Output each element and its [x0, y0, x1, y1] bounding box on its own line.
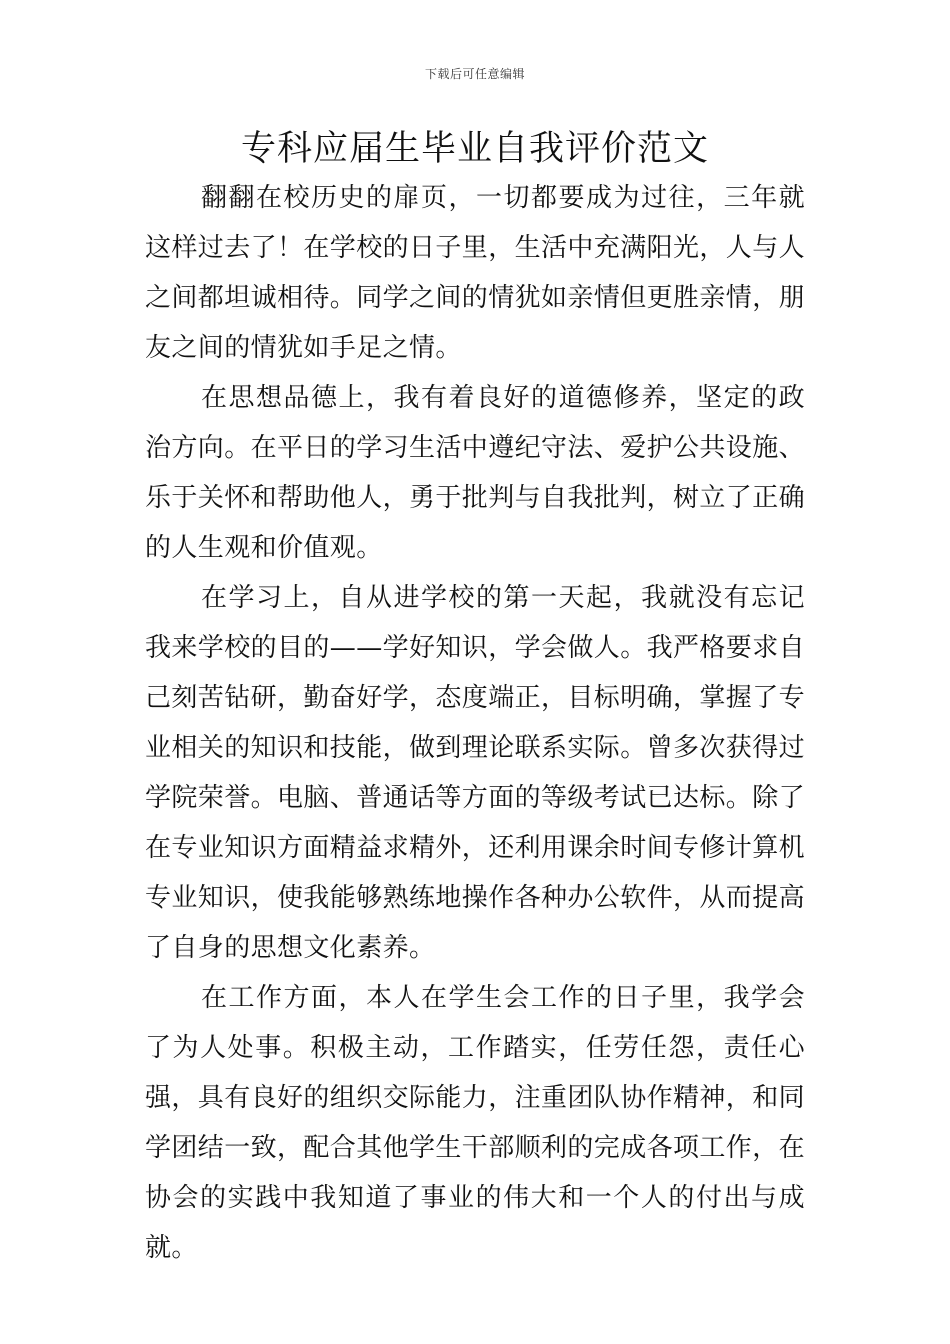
paragraph-4: 在工作方面，本人在学生会工作的日子里，我学会了为人处事。积极主动，工作踏实，任劳任怨，责任心强，具有良好的组织交际能力，注重团队协作精神，和同学团结一致，配合其他学生干部顺利的完成各项工作，在协会的实践中我知道了事业的伟大和一个人的付出与成就。: [145, 983, 806, 1263]
paragraph-1: 翻翻在校历史的扉页，一切都要成为过往，三年就这样过去了！在学校的日子里，生活中充满阳光，人与人之间都坦诚相待。同学之间的情犹如亲情但更胜亲情，朋友之间的情犹如手足之情。: [145, 183, 806, 363]
paragraph-2: 在思想品德上，我有着良好的道德修养，坚定的政治方向。在平日的学习生活中遵纪守法、爱护公共设施、乐于关怀和帮助他人，勇于批判与自我批判，树立了正确的人生观和价值观。: [145, 383, 806, 563]
header-note: 下载后可任意编辑: [424, 67, 525, 81]
document-title: 专科应届生毕业自我评价范文: [240, 129, 709, 169]
document-body: [145, 173, 805, 1273]
paragraph-3: 在学习上，自从进学校的第一天起，我就没有忘记我来学校的目的——学好知识，学会做人。我严格要求自己刻苦钻研，勤奋好学，态度端正，目标明确，掌握了专业相关的知识和技能，做到理论联系实际。曾多次获得过学院荣誉。电脑、普通话等方面的等级考试已达标。除了在专业知识方面精益求精外，还利用课余时间专修计算机专业知识，使我能够熟练地操作各种办公软件，从而提高了自身的思想文化素养。: [145, 583, 806, 963]
